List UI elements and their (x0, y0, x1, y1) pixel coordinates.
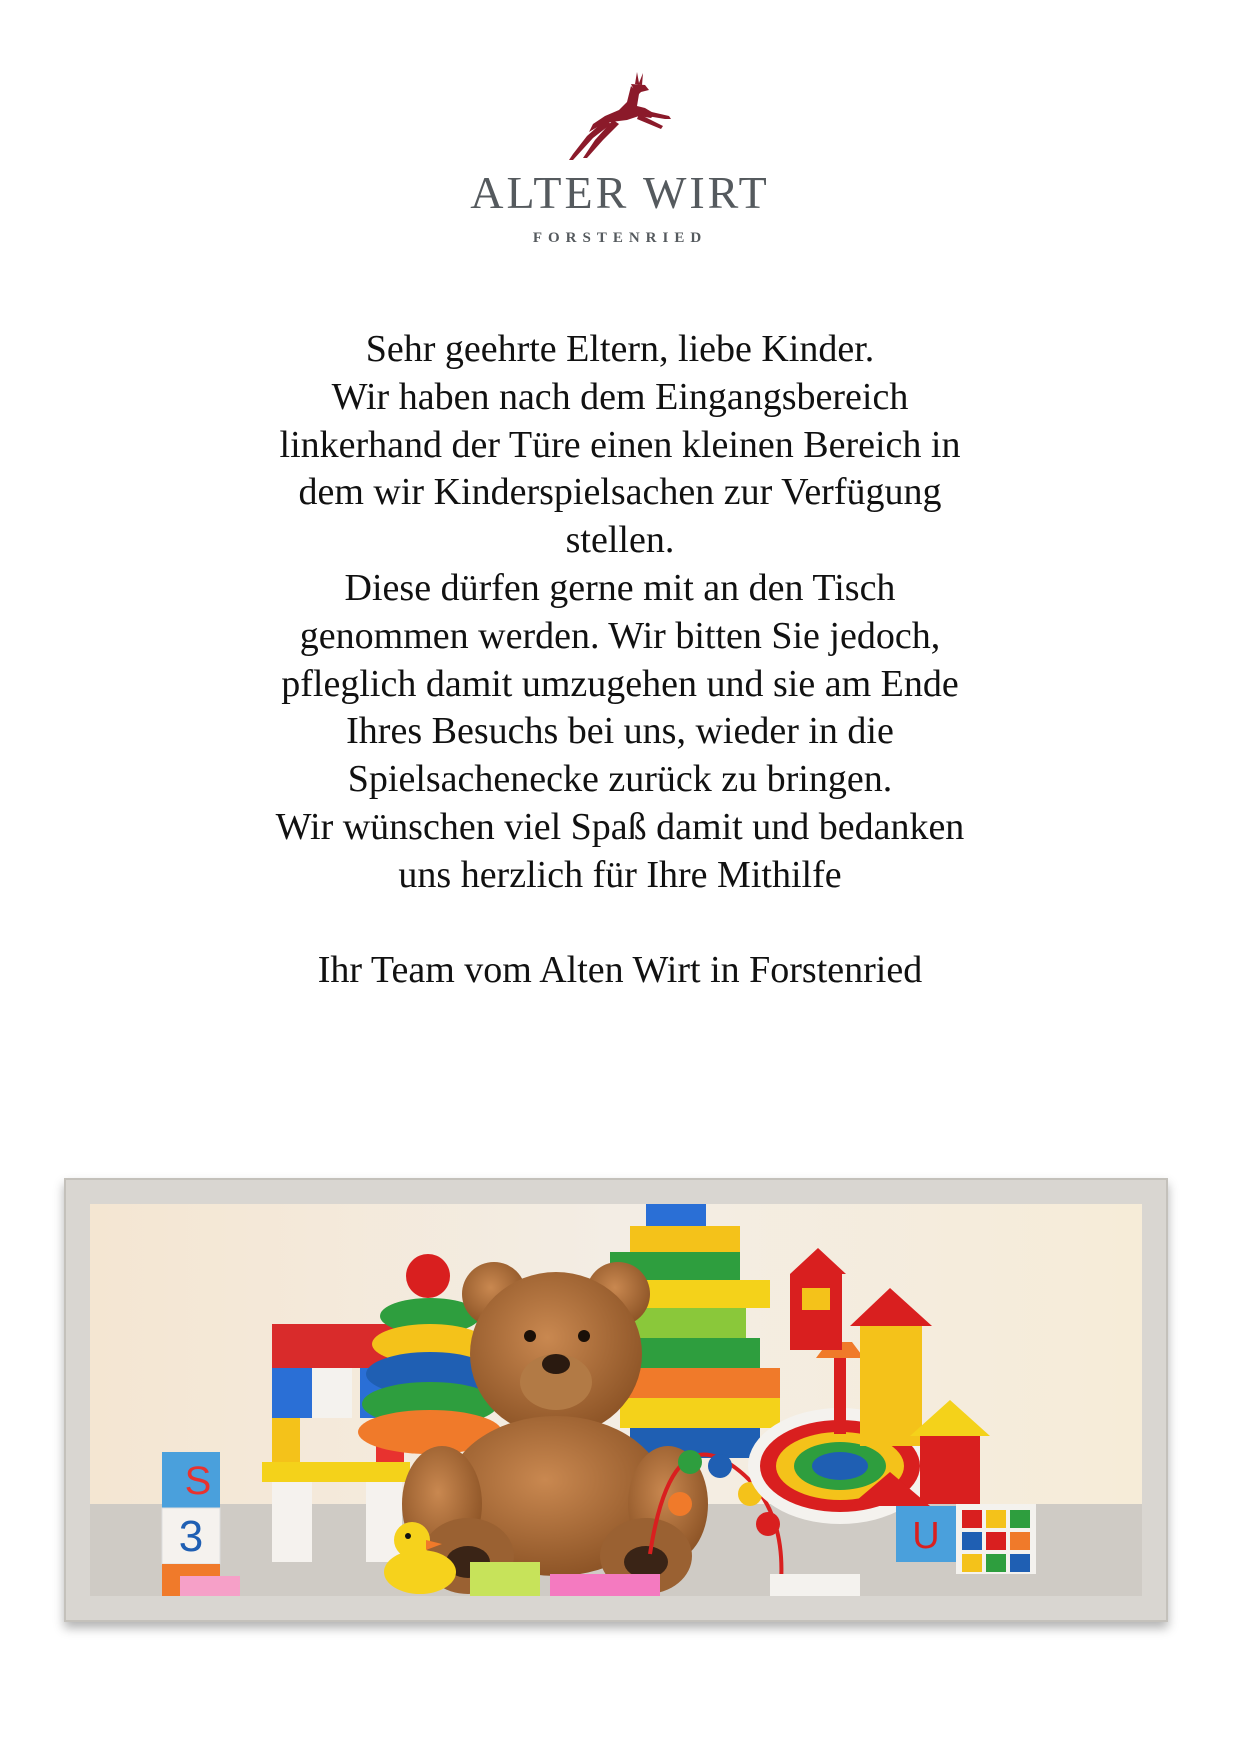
letter-line: Wir haben nach dem Eingangsbereich (331, 375, 909, 418)
letter-line: Ihres Besuchs bei uns, wieder in die (346, 710, 894, 753)
letter-line: Spielsachenecke zurück zu bringen. (347, 758, 893, 801)
block-letter: 3 (178, 1512, 204, 1561)
letter-text (160, 326, 1080, 995)
leaping-deer-icon (565, 70, 675, 162)
letter-line: Wir wünschen viel Spaß damit und bedanken (275, 805, 965, 848)
block-letter: U (912, 1515, 940, 1557)
letter-line: dem wir Kinderspielsachen zur Verfügung (298, 471, 942, 514)
logo (0, 70, 1240, 247)
letter-line: Sehr geehrte Eltern, liebe Kinder. (365, 328, 875, 370)
photo-frame (64, 1178, 1168, 1622)
toys-illustration (90, 1204, 1142, 1596)
letter-line: stellen. (565, 519, 675, 562)
letter-blocks (162, 1452, 220, 1596)
block-letter: S (184, 1459, 212, 1503)
letter-line: linkerhand der Türe einen kleinen Bereich in (279, 423, 961, 466)
brand-name: ALTER WIRT (470, 167, 770, 218)
letter-line: Diese dürfen gerne mit an den Tisch (344, 566, 896, 609)
letter-line: genommen werden. Wir bitten Sie jedoch, (299, 614, 941, 657)
signature: Ihr Team vom Alten Wirt in Forstenried (317, 949, 923, 992)
brand-subtitle: FORSTENRIED (532, 230, 708, 246)
toys-photo (90, 1204, 1142, 1596)
letter-line: uns herzlich für Ihre Mithilfe (398, 853, 842, 896)
letter-line: pfleglich damit umzugehen und sie am Ende (281, 662, 959, 705)
